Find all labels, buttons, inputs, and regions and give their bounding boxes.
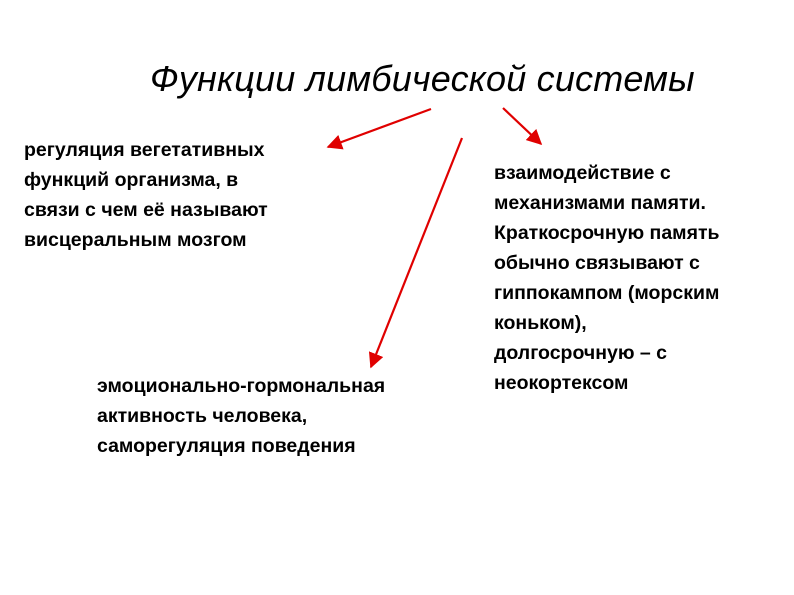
text-block-emotional-activity — [97, 371, 385, 461]
arrow-to-emotional-activity — [371, 138, 462, 367]
text-line: регуляция вегетативных — [24, 139, 265, 161]
slide-title: Функции лимбической системы — [150, 58, 695, 99]
text-line: саморегуляция поведения — [97, 435, 356, 457]
text-line: связи с чем её называют — [24, 199, 268, 221]
text-line: эмоционально-гормональная — [97, 375, 386, 397]
arrow-to-memory-interaction — [503, 108, 541, 144]
text-line: долгосрочную – с — [494, 342, 668, 364]
text-line: гиппокампом (морским — [494, 282, 720, 304]
text-line: висцеральным мозгом — [24, 229, 247, 251]
text-line: неокортексом — [494, 372, 629, 394]
text-block-vegetative-regulation — [24, 135, 268, 255]
text-line: коньком), — [494, 312, 587, 334]
text-line: взаимодействие с — [494, 162, 671, 184]
arrow-to-vegetative-regulation — [328, 109, 431, 147]
text-line: механизмами памяти. — [494, 192, 706, 214]
text-line: обычно связывают с — [494, 252, 700, 274]
text-line: функций организма, в — [24, 169, 239, 191]
text-line: активность человека, — [97, 405, 308, 427]
text-line: Краткосрочную память — [494, 222, 720, 244]
text-block-memory-interaction — [494, 158, 720, 398]
